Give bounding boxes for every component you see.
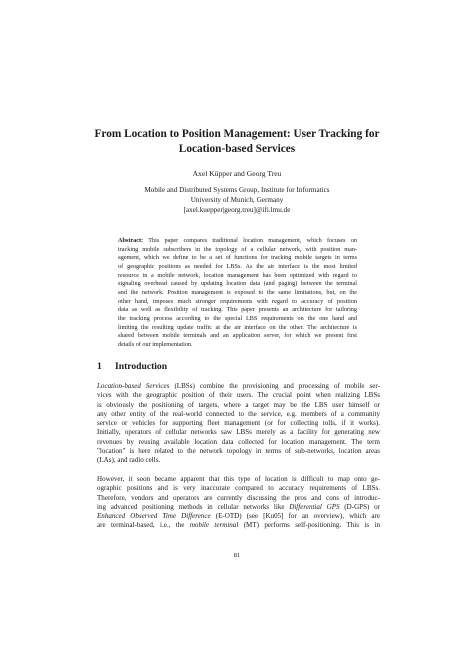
affiliation bbox=[60, 185, 414, 216]
abstract-line: limiting the resulting update traffic at the air interface on the other. The architecture is bbox=[118, 323, 357, 331]
paper-title bbox=[60, 127, 414, 156]
title-line-1: From Location to Position Management: User Tracking for bbox=[94, 128, 380, 140]
paragraph-line: Therefore, vendors and operators are currently discussing the pros and cons of introduc- bbox=[97, 493, 380, 502]
section-title: Introduction bbox=[115, 361, 168, 372]
paragraph-line: Enhanced Observed Time Difference (E-OTD) (see [Ku05] for an overview), which are bbox=[97, 512, 381, 521]
paragraph-line: ographic positions and is very inaccurate compared to accuracy requirements of LBSs. bbox=[97, 484, 380, 493]
abstract-line: agement, which we define to be a set of functions for tracking mobile targets in terms bbox=[118, 254, 357, 262]
paragraph-line: ing advanced positioning methods in cellular networks like Differential GPS (D-GPS) or bbox=[97, 502, 380, 511]
paragraph-line: (LAs), and radio cells. bbox=[97, 456, 161, 465]
abstract-line: signaling overhead caused by updating location data (and paging) between the terminal bbox=[118, 280, 357, 288]
abstract-line: the tracking process according to the special LBS requirements on the one hand and bbox=[118, 314, 357, 322]
paragraph-line: any other entity of the real-world connected to the service, e.g. members of a community bbox=[97, 409, 380, 418]
authors: Axel Küpper and Georg Treu bbox=[192, 169, 282, 178]
abstract-line: shared between mobile terminals and an application server, for which we present first bbox=[118, 332, 357, 340]
paragraph-line: However, it soon became apparent that this type of location is difficult to map onto ge- bbox=[97, 475, 380, 483]
affiliation-line: University of Munich, Germany bbox=[190, 196, 284, 205]
abstract-line: Abstract: This paper compares traditional location management, which focuses on bbox=[118, 237, 357, 244]
paragraph bbox=[97, 475, 380, 531]
affiliation-line: Mobile and Distributed Systems Group, Institute for Informatics bbox=[144, 186, 330, 194]
abstract-line: and the network. Position management is exposed to the same limitations, but, on the bbox=[118, 288, 357, 296]
abstract-line: resource in a mobile network, location management has been optimized with regard to bbox=[118, 271, 357, 279]
title-line-2: Location-based Services bbox=[178, 142, 296, 155]
paragraph-line: "location" is here related to the network topology in terms of sub-networks, location areas bbox=[97, 447, 380, 456]
paragraph-line: Initially, operators of cellular networks saw LBSs merely as a facility for generating new bbox=[97, 428, 380, 437]
paragraph-line: service or vehicles for supporting fleet management (or for collecting tolls, if it works). bbox=[97, 419, 380, 428]
paragraph-line: Location-based Services (LBSs) combine the provisioning and processing of mobile ser- bbox=[97, 382, 380, 390]
paragraph-line: is obviously the positioning of targets, where a target may be the LBS user himself or bbox=[97, 400, 380, 409]
paragraph bbox=[97, 382, 380, 466]
abstract bbox=[118, 237, 357, 350]
section-number: 1 bbox=[97, 361, 102, 372]
abstract-line: other hand, imposes much stronger requirements with regard to accuracy of position bbox=[118, 297, 357, 305]
abstract-line: data as well as flexibility of tracking. This paper presents an architecture for tailoring bbox=[118, 306, 357, 314]
abstract-line: of geographic positions as needed for LBSs. As the air interface is the most limited bbox=[118, 262, 357, 270]
author-email: [axel.kuepper|georg.treu]@ifi.lmu.de bbox=[183, 206, 291, 215]
paragraph-line: vices with the geographic position of their users. The crucial point when realizing LBSs bbox=[97, 391, 380, 400]
section-heading bbox=[97, 361, 167, 373]
abstract-label: Abstract: bbox=[118, 237, 144, 244]
abstract-line: tracking mobile subscribers in the topology of a cellular network, with position man- bbox=[118, 245, 357, 253]
page-number: 81 bbox=[233, 552, 241, 559]
paragraph-line: are terminal-based, i.e., the mobile terminal (MT) performs self-positioning. This is in bbox=[97, 521, 380, 530]
paragraph-line: revenues by reusing available location data collected for location management. The term bbox=[97, 437, 380, 446]
abstract-line: details of our implementation. bbox=[118, 340, 193, 348]
